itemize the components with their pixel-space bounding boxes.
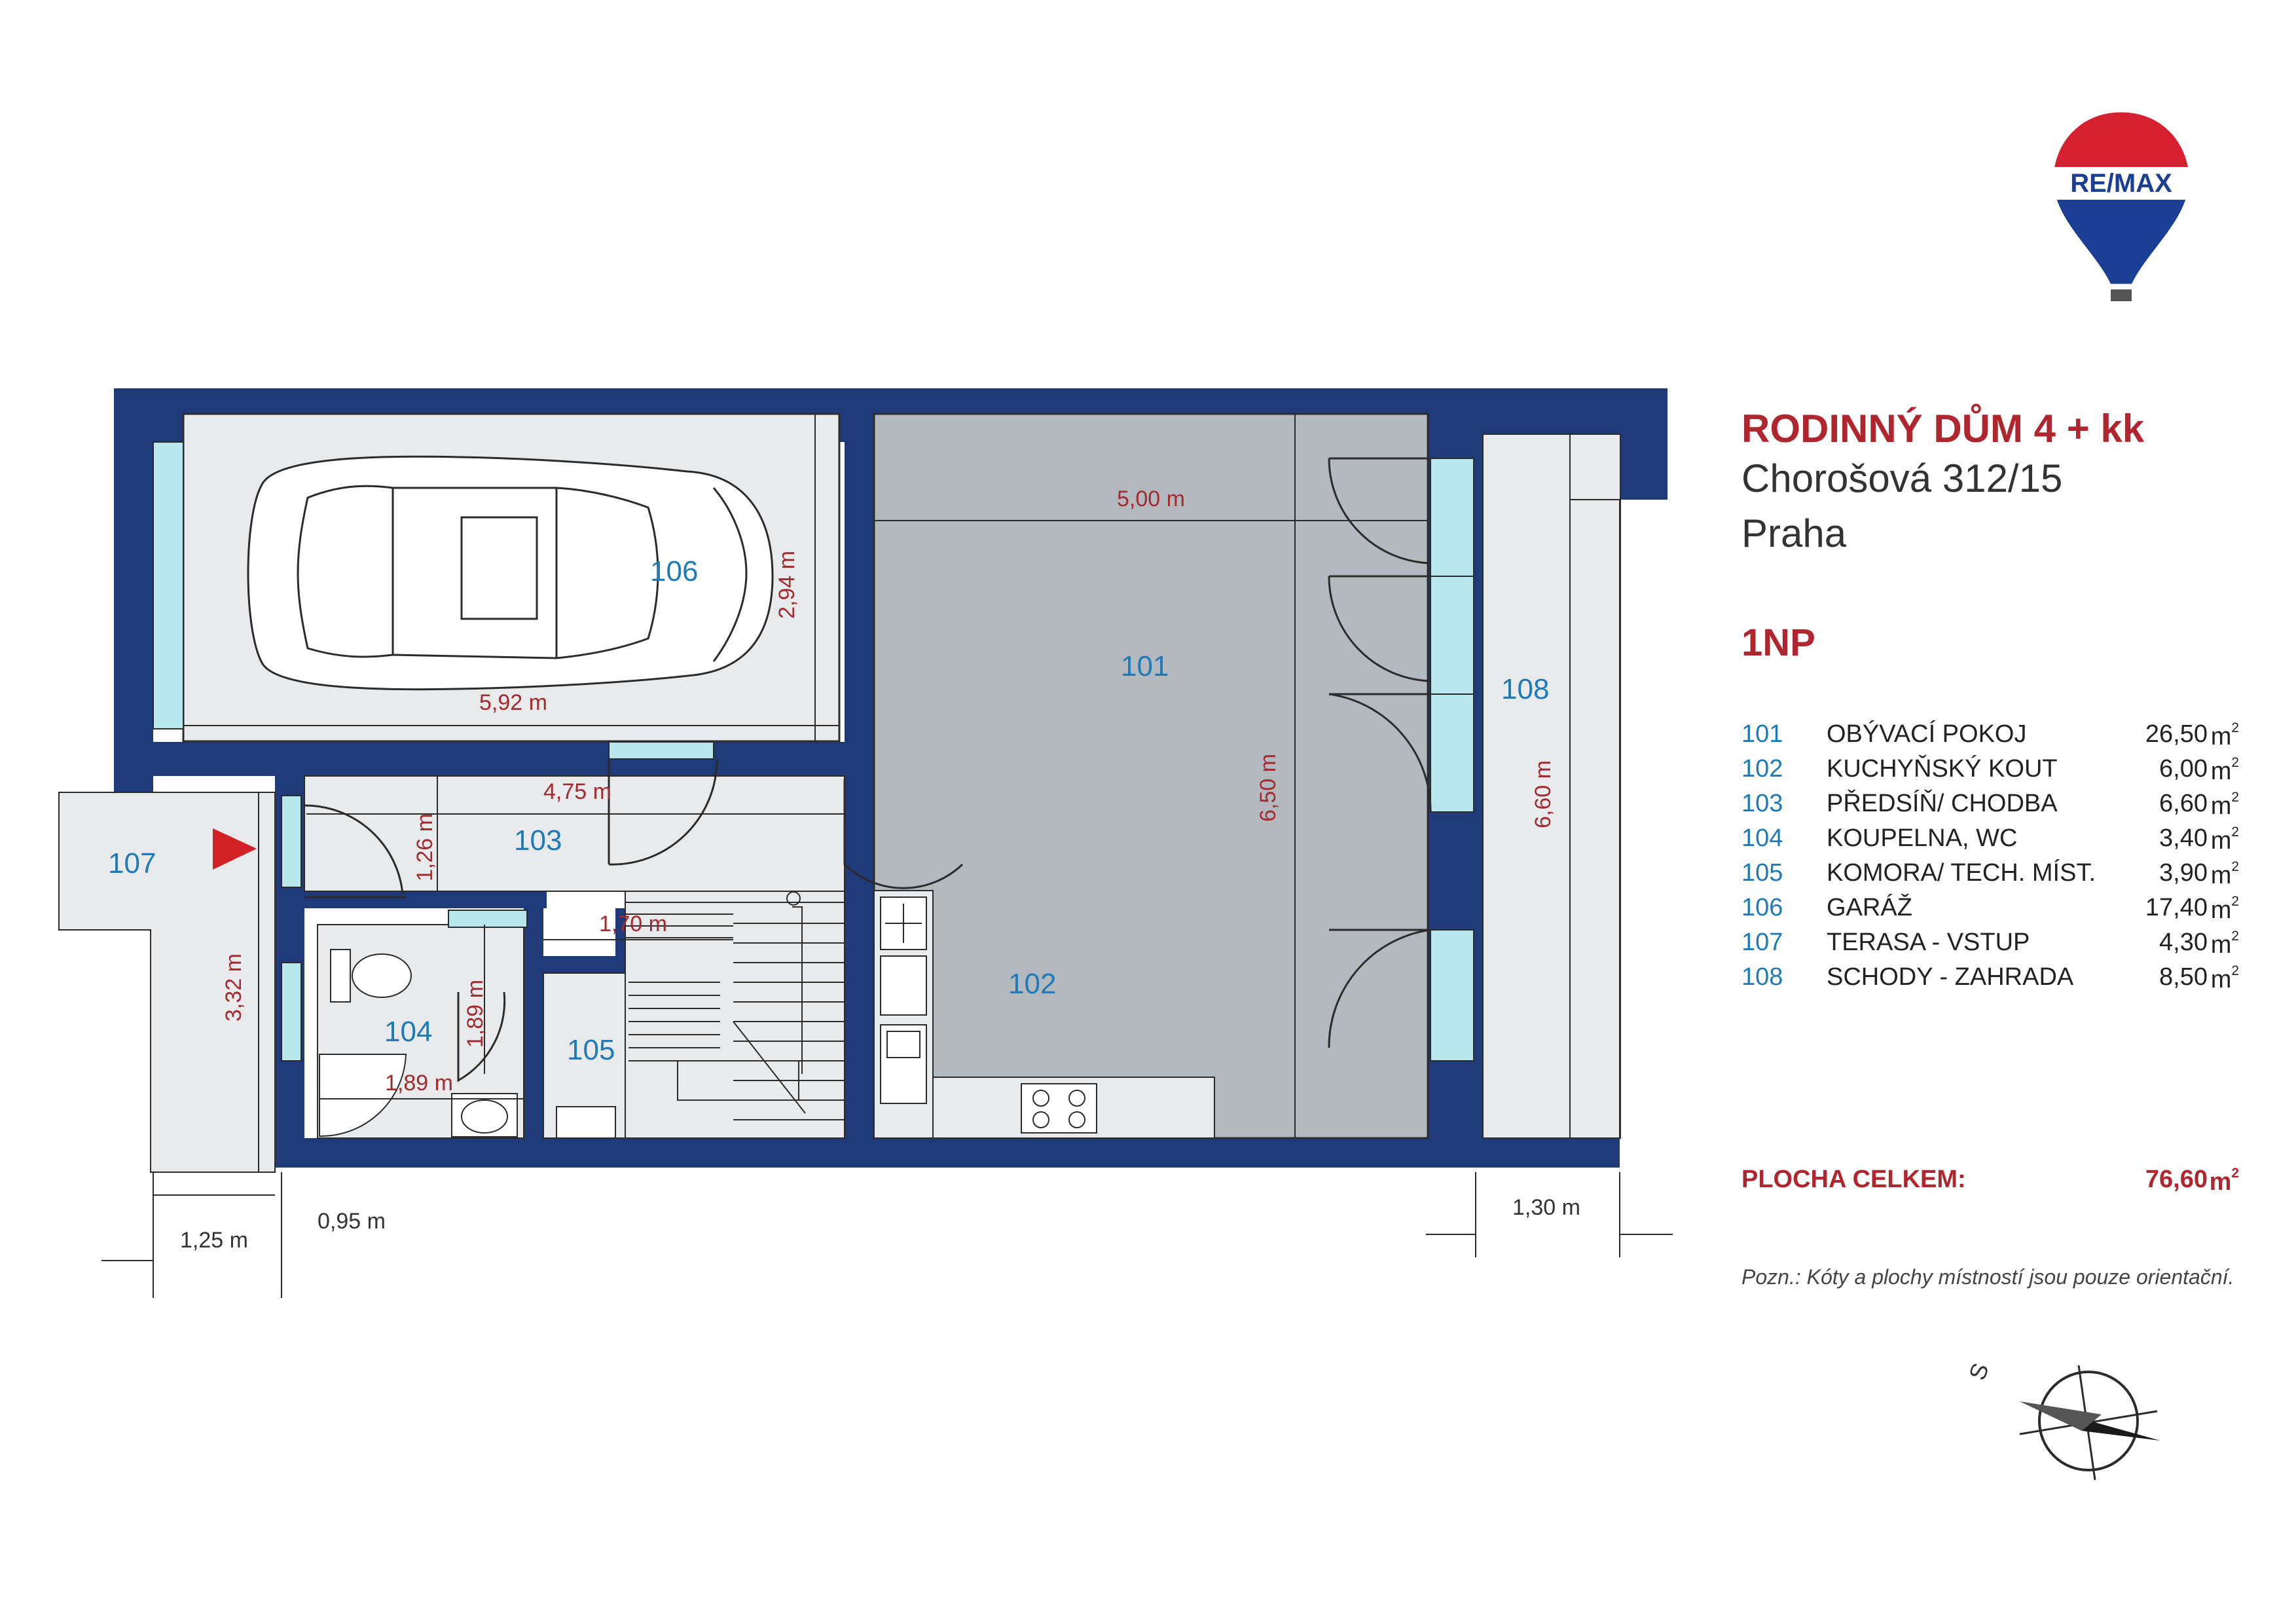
room-name: KUCHYŇSKÝ KOUT <box>1827 755 2058 783</box>
room-label-108: 108 <box>1501 673 1550 705</box>
room-row <box>1741 963 2239 998</box>
room-unit: $m^2$ <box>2210 824 2239 855</box>
room-row <box>1741 894 2239 929</box>
room-name: TERASA - VSTUP <box>1827 929 2030 956</box>
dim-1-70: 1,70 m <box>599 912 667 936</box>
room-label-105: 105 <box>567 1034 615 1066</box>
room-number: 106 <box>1741 894 1783 921</box>
dim-1-89-vertical: 1,89 m <box>463 980 488 1048</box>
room-area: 3,40 <box>2159 824 2208 852</box>
room-row <box>1741 755 2239 790</box>
room-label-102: 102 <box>1008 968 1057 1000</box>
remax-logo <box>2043 105 2200 308</box>
room-name: SCHODY - ZAHRADA <box>1827 963 2074 991</box>
room-unit: $m^2$ <box>2210 894 2239 924</box>
room-number: 104 <box>1741 824 1783 852</box>
room-area: 6,00 <box>2159 755 2208 783</box>
room-name: KOUPELNA, WC <box>1827 824 2018 852</box>
total-unit: $m^2$ <box>2209 1166 2239 1196</box>
room-name: OBÝVACÍ POKOJ <box>1827 720 2027 748</box>
listing-city: Praha <box>1741 511 1847 555</box>
logo-text: RE/MAX <box>2070 169 2172 198</box>
room-unit: $m^2$ <box>2210 859 2239 889</box>
room-row <box>1741 859 2239 894</box>
dim-2-94: 2,94 m <box>774 551 799 619</box>
room-area: 3,90 <box>2159 859 2208 887</box>
dim-1-30: 1,30 m <box>1512 1195 1580 1220</box>
room-label-104: 104 <box>384 1016 433 1048</box>
room-area: 4,30 <box>2159 929 2208 956</box>
listing-title: RODINNÝ DŮM 4 + kk <box>1741 407 2145 451</box>
dim-0-95: 0,95 m <box>318 1209 386 1234</box>
room-area: 6,60 <box>2159 790 2208 817</box>
room-number: 101 <box>1741 720 1783 748</box>
dim-6-60: 6,60 m <box>1531 760 1556 828</box>
room-label-106: 106 <box>650 555 699 587</box>
room-area: 17,40 <box>2145 894 2208 921</box>
room-unit: $m^2$ <box>2210 790 2239 820</box>
room-unit: $m^2$ <box>2210 963 2239 993</box>
total-value: 76,60 <box>2145 1166 2208 1193</box>
room-number: 103 <box>1741 790 1783 817</box>
room-row <box>1741 824 2239 859</box>
dim-3-32: 3,32 m <box>221 953 246 1022</box>
dim-1-89-horizontal: 1,89 m <box>385 1071 453 1096</box>
room-label-103: 103 <box>514 824 562 857</box>
room-row <box>1741 720 2239 755</box>
room-number: 108 <box>1741 963 1783 991</box>
dim-1-25: 1,25 m <box>180 1228 248 1253</box>
room-name: GARÁŽ <box>1827 894 1912 921</box>
dim-1-26: 1,26 m <box>412 813 437 881</box>
room-row <box>1741 790 2239 824</box>
total-area <box>1741 1166 2239 1205</box>
room-number: 102 <box>1741 755 1783 783</box>
room-label-107: 107 <box>108 847 156 879</box>
room-area: 8,50 <box>2159 963 2208 991</box>
total-label: PLOCHA CELKEM: <box>1741 1166 1966 1193</box>
room-number: 105 <box>1741 859 1783 887</box>
room-unit: $m^2$ <box>2210 720 2239 750</box>
dim-5-92: 5,92 m <box>479 690 547 715</box>
compass-icon <box>1963 1359 2160 1480</box>
compass-label: S <box>1963 1359 1994 1384</box>
listing-info <box>1741 406 2239 561</box>
room-number: 107 <box>1741 929 1783 956</box>
disclaimer-note: Pozn.: Kóty a plochy místností jsou pouze orientační. <box>1741 1265 2234 1289</box>
dim-5-00: 5,00 m <box>1117 487 1185 511</box>
dim-6-50: 6,50 m <box>1256 754 1281 822</box>
room-label-101: 101 <box>1121 650 1169 682</box>
dim-4-75: 4,75 m <box>543 779 611 804</box>
room-unit: $m^2$ <box>2210 929 2239 959</box>
listing-address: Chorošová 312/15 <box>1741 456 2063 500</box>
room-schedule <box>1741 720 2239 998</box>
room-name: KOMORA/ TECH. MÍST. <box>1827 859 2096 887</box>
room-row <box>1741 929 2239 963</box>
room-area: 26,50 <box>2145 720 2208 748</box>
room-unit: $m^2$ <box>2210 755 2239 785</box>
room-name: PŘEDSÍŇ/ CHODBA <box>1827 790 2058 817</box>
floor-label: 1NP <box>1741 621 1815 664</box>
